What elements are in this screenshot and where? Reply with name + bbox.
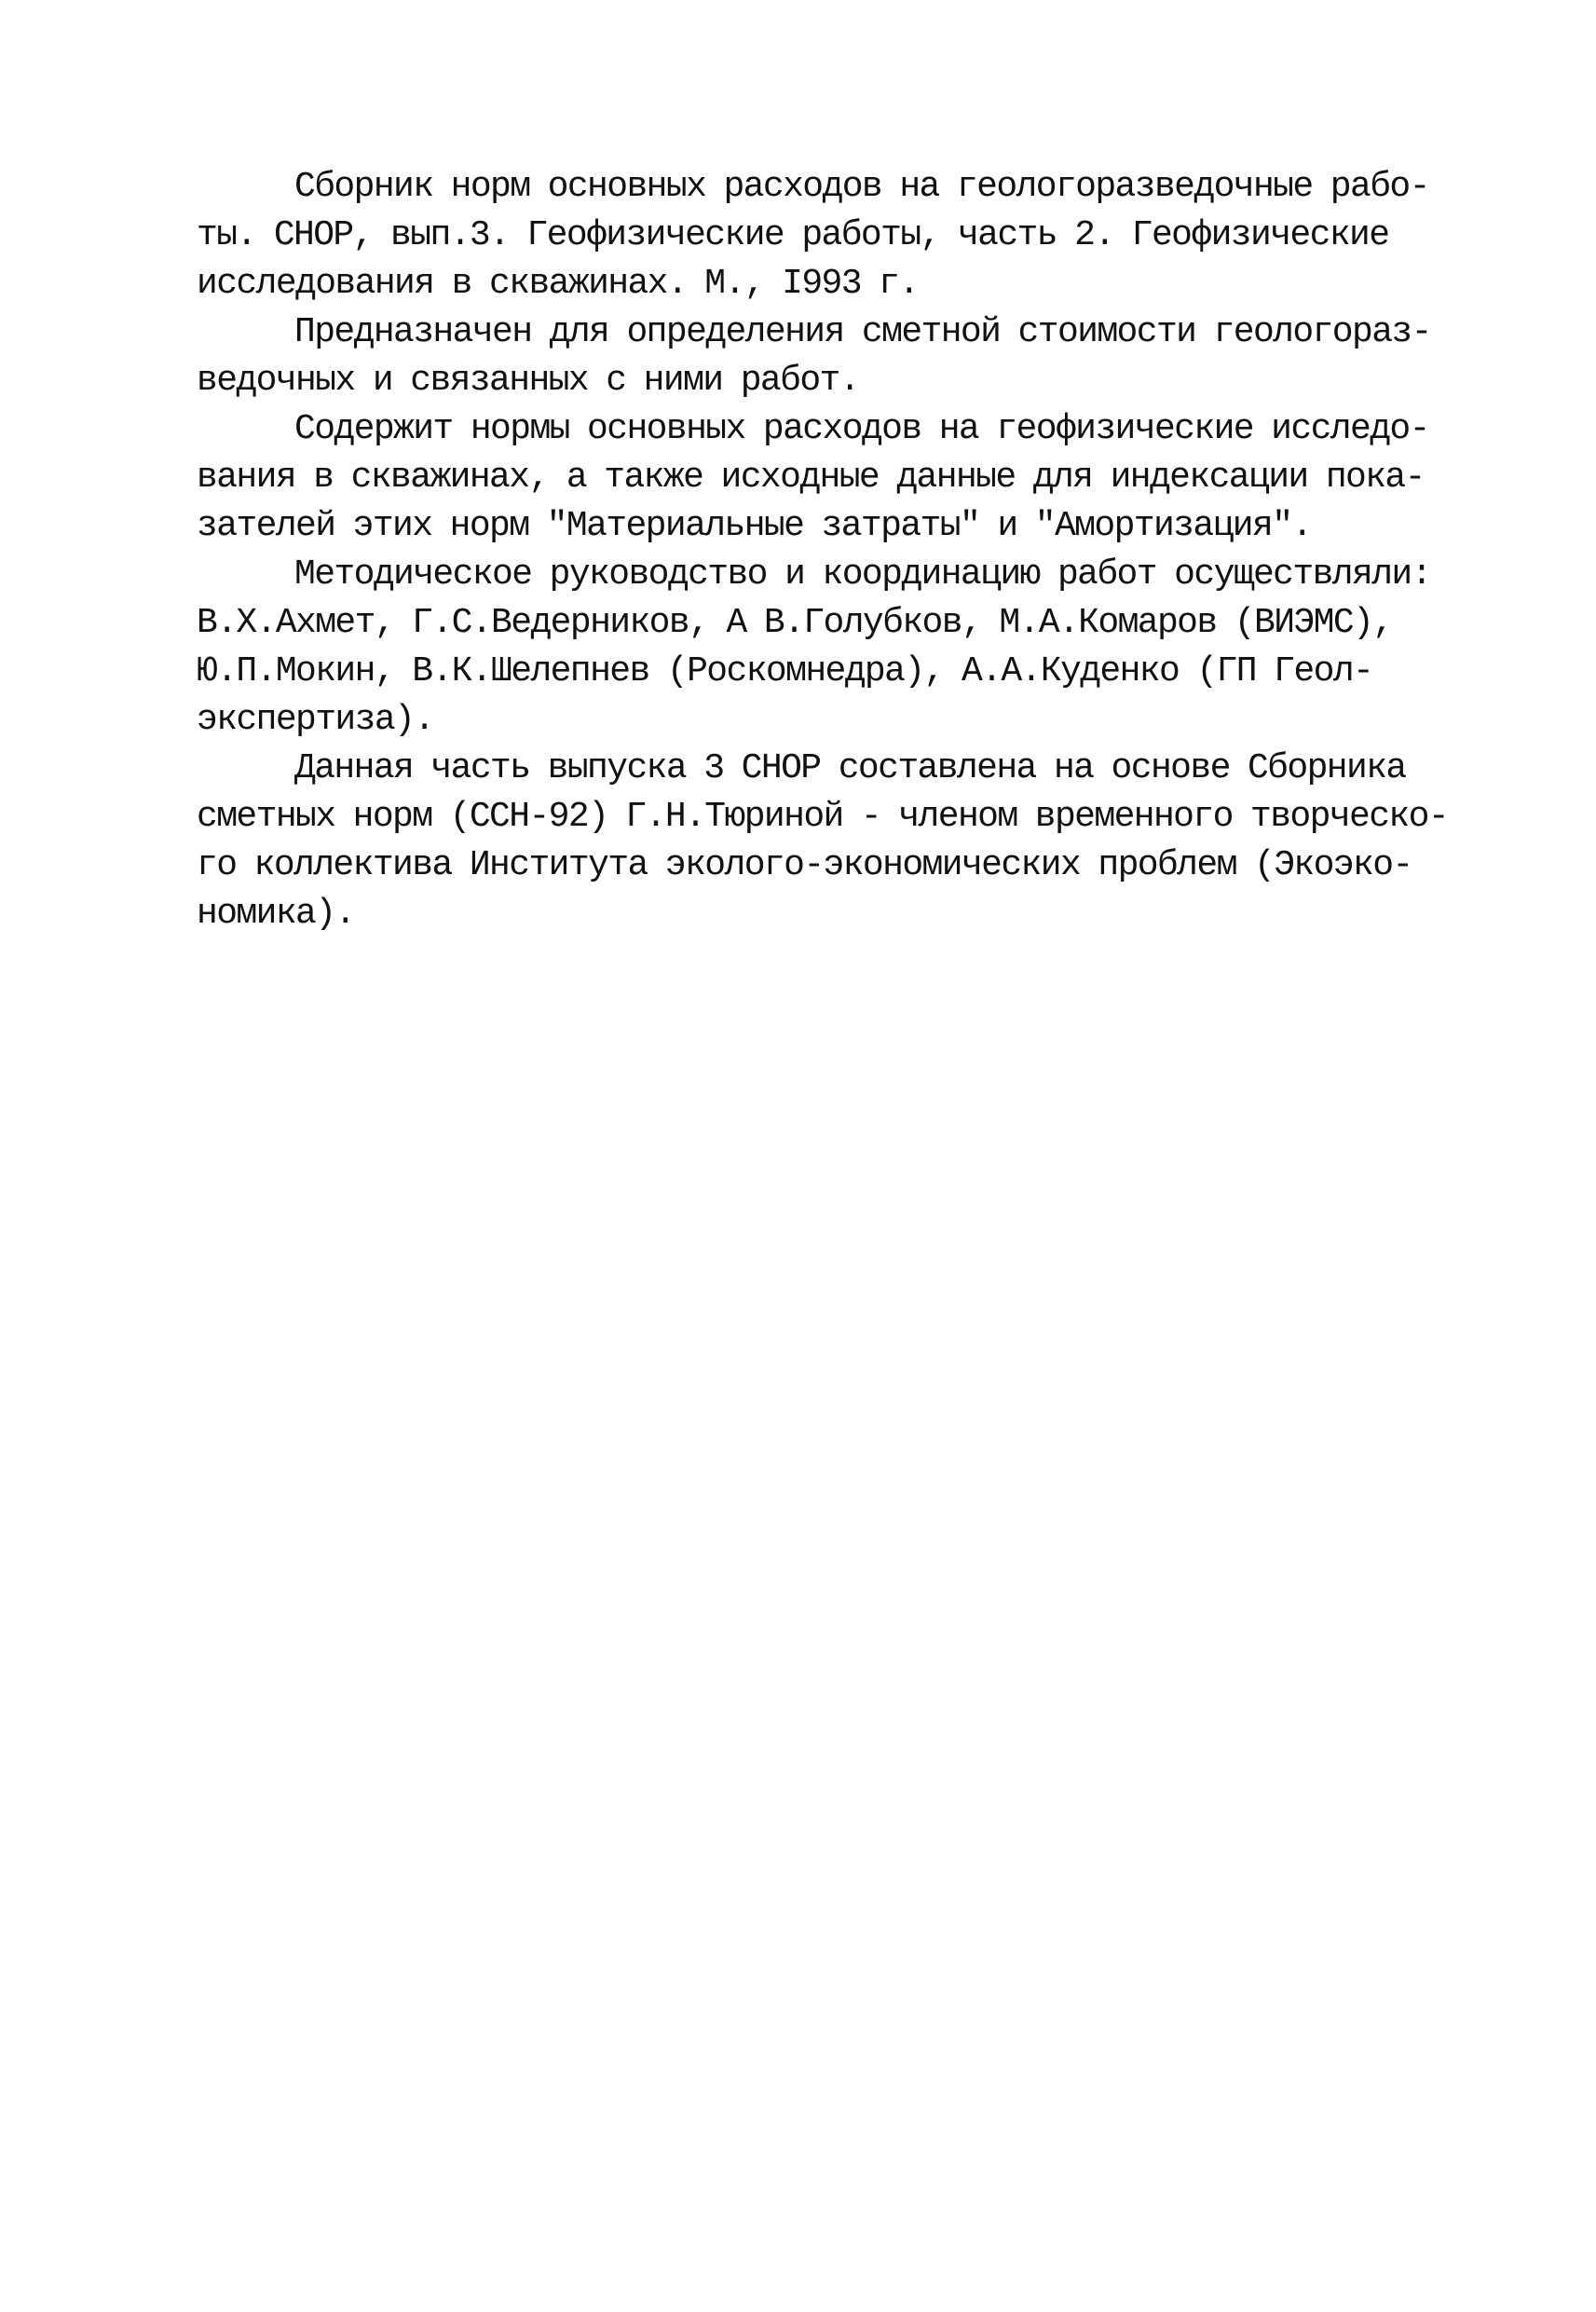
- text-line: Методическое руководство и координацию работ осуществляли:: [294, 554, 1431, 595]
- document-text: [197, 163, 1449, 938]
- text-line: ведочных и связанных с ними работ.: [197, 361, 859, 401]
- text-line: вания в скважинах, а также исходные данные для индексации пока-: [197, 458, 1425, 498]
- text-line: зателей этих норм "Материальные затраты" и "Амортизация".: [197, 506, 1312, 546]
- paragraph-contents: [197, 405, 1436, 551]
- text-line: Содержит нормы основных расходов на геофизические исследо-: [294, 409, 1429, 449]
- text-line: ты. СНОР, вып.3. Геофизические работы, часть 2. Геофизические: [197, 215, 1389, 255]
- text-line: экспертиза).: [197, 700, 434, 740]
- text-line: го коллектива Института эколого-экономических проблем (Экоэко-: [197, 845, 1412, 885]
- paragraph-collection-description: [197, 163, 1436, 308]
- text-line: сметных норм (ССН-92) Г.Н.Тюриной - членом временного творческо-: [197, 797, 1449, 837]
- text-line: В.Х.Ахмет, Г.С.Ведерников, А В.Голубков, М.А.Комаров (ВИЭМС),: [197, 603, 1393, 643]
- text-line: исследования в скважинах. М., I993 г.: [197, 264, 919, 304]
- text-line: Предназначен для определения сметной стоимости геологораз-: [294, 312, 1431, 352]
- text-line: Данная часть выпуска 3 СНОР составлена на основе Сборника: [294, 748, 1406, 788]
- text-line: Сборник норм основных расходов на геологоразведочные рабо-: [294, 167, 1429, 207]
- text-line: номика).: [197, 894, 355, 934]
- paragraph-basis: [197, 745, 1449, 938]
- paragraph-purpose: [197, 308, 1436, 405]
- text-line: Ю.П.Мокин, В.К.Шелепнев (Роскомнедра), А.А.Куденко (ГП Геол-: [197, 651, 1373, 691]
- paragraph-authors: [197, 551, 1436, 745]
